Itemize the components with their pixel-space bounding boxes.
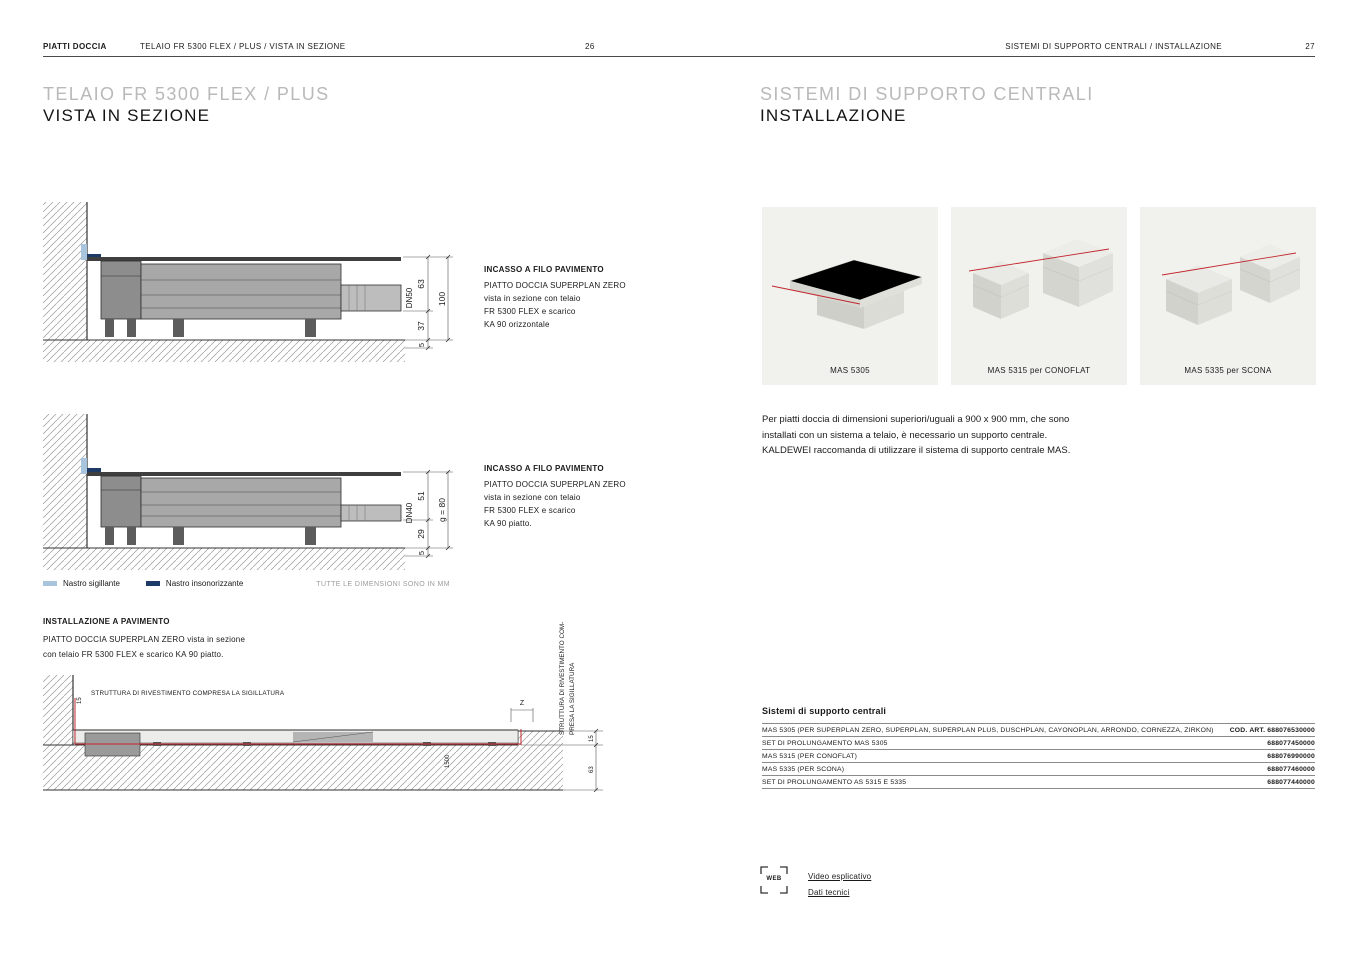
left-page-title: TELAIO FR 5300 FLEX / PLUS — [43, 84, 330, 104]
left-page-number: 26 — [585, 42, 595, 51]
product-caption: MAS 5315 per CONOFLAT — [987, 366, 1091, 375]
dim-base: 5 — [417, 342, 426, 348]
wall-hatch — [43, 675, 73, 745]
floor-installation-line: PIATTO DOCCIA SUPERPLAN ZERO vista in sezione — [43, 635, 246, 644]
dim-total: g = 80 — [437, 498, 447, 522]
row-label: MAS 5305 (PER SUPERPLAN ZERO, SUPERPLAN, SUPERPLAN PLUS, DUSCHPLAN, CAYONOPLAN, ARRONDO, CORNEZZA, ZIRKON) — [762, 726, 1214, 734]
table-row — [762, 750, 1315, 763]
floor-installation-line: con telaio FR 5300 FLEX e scarico KA 90 piatto. — [43, 650, 224, 659]
dim-upper: 63 — [416, 279, 426, 289]
seal-tape-swatch — [43, 581, 57, 586]
product-tile-mas-5315 — [951, 207, 1127, 385]
left-page-subtitle: VISTA IN SEZIONE — [43, 106, 211, 125]
caption-drawing-2 — [484, 464, 626, 530]
header-section-label: PIATTI DOCCIA — [43, 42, 107, 51]
caption-line: FR 5300 FLEX e scarico — [484, 307, 576, 316]
wall-hatch — [43, 414, 87, 548]
header-right-breadcrumb: SISTEMI DI SUPPORTO CENTRALI / INSTALLAZIONE — [1005, 42, 1222, 51]
web-links — [808, 872, 871, 904]
dim-1500: 1500 — [445, 754, 451, 768]
product-gallery — [762, 207, 1316, 385]
caption-line: vista in sezione con telaio — [484, 493, 581, 502]
caption-line: KA 90 piatto. — [484, 519, 532, 528]
table-row — [762, 776, 1315, 789]
link-dati-tecnici[interactable]: Dati tecnici — [808, 888, 850, 897]
support-systems-table — [762, 706, 1315, 789]
intro-paragraph: Per piatti doccia di dimensioni superiori/uguali a 900 x 900 mm, che sono installati con un sistema a telaio, è necessario un supporto centrale. KALDEWEI raccomanda di utilizzare il sistema di supporto centrale MAS. — [762, 414, 1071, 456]
row-code: 688077450000 — [1267, 739, 1315, 747]
right-page-subtitle: INSTALLAZIONE — [760, 106, 907, 125]
frame-body — [141, 264, 341, 319]
insulation-tape-swatch — [146, 581, 160, 586]
web-icon[interactable] — [760, 866, 788, 894]
dimensions-note: TUTTE LE DIMENSIONI SONO IN MM — [316, 581, 450, 588]
dim-total: 100 — [437, 291, 447, 307]
section-drawing-ka90-orizzontale — [43, 198, 463, 368]
row-code: 688077460000 — [1267, 765, 1315, 773]
seal-tape — [81, 244, 87, 260]
floor-hatch — [43, 548, 405, 570]
floor-hatch — [43, 340, 405, 362]
drain-pipe-flat — [341, 505, 401, 521]
caption-title: INCASSO A FILO PAVIMENTO — [484, 464, 604, 473]
drain-pipe — [341, 285, 401, 311]
tray-surface — [87, 257, 401, 261]
caption-line: vista in sezione con telaio — [484, 294, 581, 303]
row-label: SET DI PROLUNGAMENTO MAS 5305 — [762, 739, 888, 747]
caption-line: KA 90 orizzontale — [484, 320, 550, 329]
product-caption: MAS 5335 per SCONA — [1184, 366, 1272, 375]
right-page-title: SISTEMI DI SUPPORTO CENTRALI — [760, 84, 1094, 104]
product-tile-mas-5335 — [1140, 207, 1316, 385]
dim-z: Z — [519, 700, 525, 707]
legend-item-insulation-tape — [146, 579, 243, 588]
caption-line: PIATTO DOCCIA SUPERPLAN ZERO — [484, 281, 626, 290]
legend-label: Nastro sigillante — [63, 579, 120, 588]
caption-drawing-1 — [484, 265, 626, 331]
product-image-mas-5315 — [951, 207, 1127, 357]
covering-structure-note: STRUTTURA DI RIVESTIMENTO COMPRESA LA SIGILLATURA — [91, 690, 285, 697]
dim-lower: 37 — [416, 321, 426, 331]
dim-right-15: 15 — [589, 735, 595, 742]
row-label: MAS 5315 (PER CONOFLAT) — [762, 752, 858, 760]
tray-surface — [87, 472, 401, 476]
seal-tape — [81, 458, 87, 474]
row-code: 688076990000 — [1267, 752, 1315, 760]
web-label: WEB — [766, 876, 782, 882]
drain-siphon — [101, 476, 141, 527]
product-image-mas-5335 — [1140, 207, 1316, 357]
dim-upper: 51 — [416, 491, 426, 501]
dim-base: 5 — [417, 550, 426, 556]
table-title: Sistemi di supporto centrali — [762, 706, 887, 716]
right-page-number: 27 — [1305, 42, 1315, 51]
floor-installation-drawing — [43, 598, 643, 810]
table-body — [762, 723, 1315, 789]
section-drawing-ka90-piatto — [43, 406, 463, 576]
dim-pipe: DN50 — [405, 287, 414, 309]
legend-label: Nastro insonorizzante — [165, 579, 244, 588]
link-video-esplicativo[interactable]: Video esplicativo — [808, 872, 872, 881]
caption-line: PIATTO DOCCIA SUPERPLAN ZERO — [484, 480, 626, 489]
legend — [43, 579, 243, 588]
legend-item-sealing-tape — [43, 579, 120, 588]
row-label: MAS 5335 (PER SCONA) — [762, 765, 845, 773]
right-note-line2: PRESA LA SIGILLATURA — [569, 662, 576, 735]
product-image-mas-5305 — [762, 207, 938, 357]
dim-lower: 29 — [416, 529, 426, 539]
caption-line: FR 5300 FLEX e scarico — [484, 506, 576, 515]
table-row — [762, 763, 1315, 776]
header-divider — [43, 56, 1315, 57]
drain-siphon — [101, 261, 141, 319]
caption-title: INCASSO A FILO PAVIMENTO — [484, 265, 604, 274]
row-code: COD. ART. 688076530000 — [1229, 726, 1315, 734]
row-label: SET DI PROLUNGAMENTO AS 5315 E 5335 — [762, 778, 907, 786]
floor-installation-title: INSTALLAZIONE A PAVIMENTO — [43, 617, 170, 626]
product-caption: MAS 5305 — [830, 366, 870, 375]
row-code: 688077440000 — [1267, 778, 1315, 786]
dim-left-15: 15 — [77, 697, 83, 704]
wall-hatch — [43, 202, 87, 340]
dim-right-63: 63 — [589, 766, 595, 773]
dim-pipe: DN40 — [405, 502, 414, 524]
table-row — [762, 737, 1315, 750]
header-left-breadcrumb: TELAIO FR 5300 FLEX / PLUS / VISTA IN SEZIONE — [140, 42, 346, 51]
insulation-tape — [87, 468, 101, 472]
product-tile-mas-5305 — [762, 207, 938, 385]
frame-body — [141, 478, 341, 527]
table-row — [762, 724, 1315, 737]
right-note-line1: STRUTTURA DI RIVESTIMENTO COM- — [559, 621, 566, 735]
